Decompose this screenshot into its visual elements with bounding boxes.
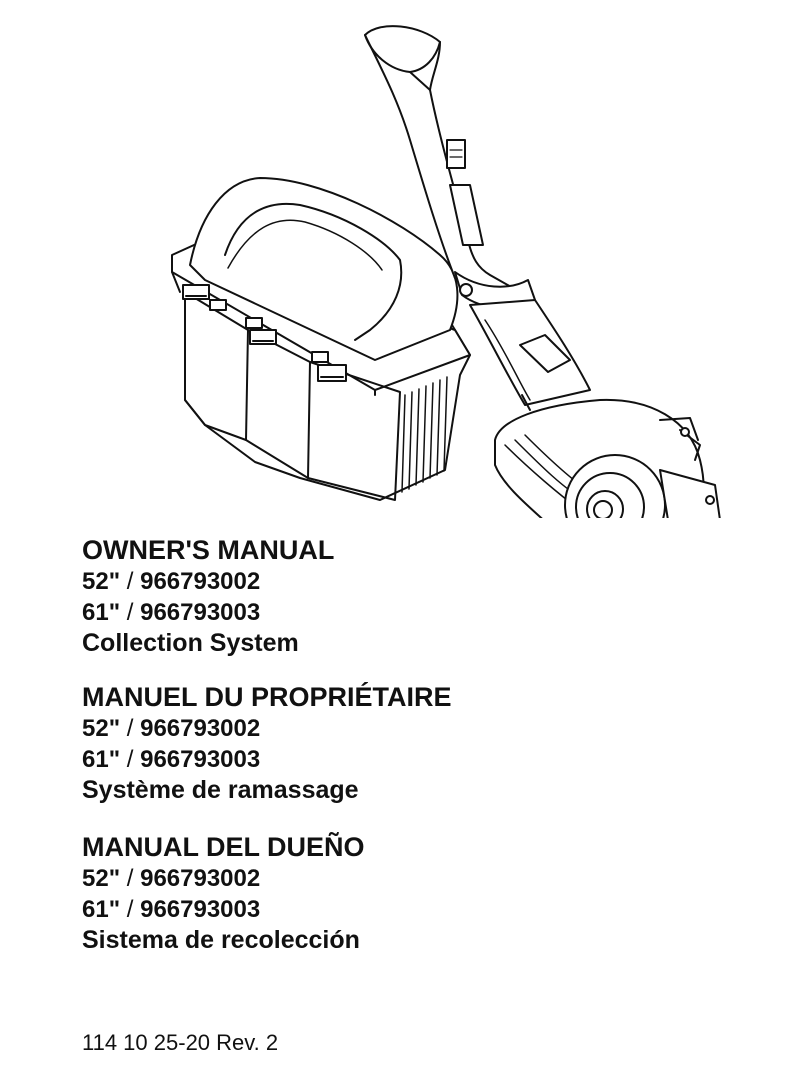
section-english xyxy=(82,535,334,659)
model-line-52-es xyxy=(82,863,365,894)
model-part-number: 966793003 xyxy=(140,746,261,773)
model-size: 61" xyxy=(82,599,121,626)
model-part-number: 966793003 xyxy=(140,896,261,923)
blower-bracket xyxy=(660,470,720,518)
model-separator: / xyxy=(120,715,141,742)
document-number: 114 10 25-20 Rev. 2 xyxy=(82,1030,279,1055)
model-part-number: 966793002 xyxy=(140,865,261,892)
product-name-es: Sistema de recolección xyxy=(82,926,360,954)
model-part-number: 966793003 xyxy=(140,599,261,626)
model-size: 52" xyxy=(82,568,121,595)
manual-title-en: OWNER'S MANUAL xyxy=(82,535,335,565)
model-part-number: 966793002 xyxy=(140,715,261,742)
model-size: 52" xyxy=(82,715,121,742)
model-line-61-en xyxy=(82,597,334,628)
model-line-52-en xyxy=(82,566,334,597)
model-part-number: 966793002 xyxy=(140,568,261,595)
model-line-52-fr xyxy=(82,713,452,744)
product-name-en: Collection System xyxy=(82,629,299,657)
model-size: 52" xyxy=(82,865,121,892)
model-separator: / xyxy=(120,865,141,892)
model-separator: / xyxy=(120,746,141,773)
model-separator: / xyxy=(120,896,141,923)
model-size: 61" xyxy=(82,896,121,923)
section-french xyxy=(82,682,452,806)
chute-label xyxy=(447,140,465,168)
bagger-hopper xyxy=(172,178,470,500)
section-spanish xyxy=(82,832,365,956)
manual-title-es: MANUAL DEL DUEÑO xyxy=(82,832,365,862)
model-size: 61" xyxy=(82,746,121,773)
model-separator: / xyxy=(120,568,141,595)
manual-title-fr: MANUEL DU PROPRIÉTAIRE xyxy=(82,682,452,712)
clamp-knob xyxy=(460,284,472,296)
model-line-61-fr xyxy=(82,744,452,775)
model-separator: / xyxy=(120,599,141,626)
product-name-fr: Système de ramassage xyxy=(82,776,359,804)
model-line-61-es xyxy=(82,894,365,925)
blower-housing xyxy=(495,400,720,518)
collection-system-illustration xyxy=(150,8,750,518)
